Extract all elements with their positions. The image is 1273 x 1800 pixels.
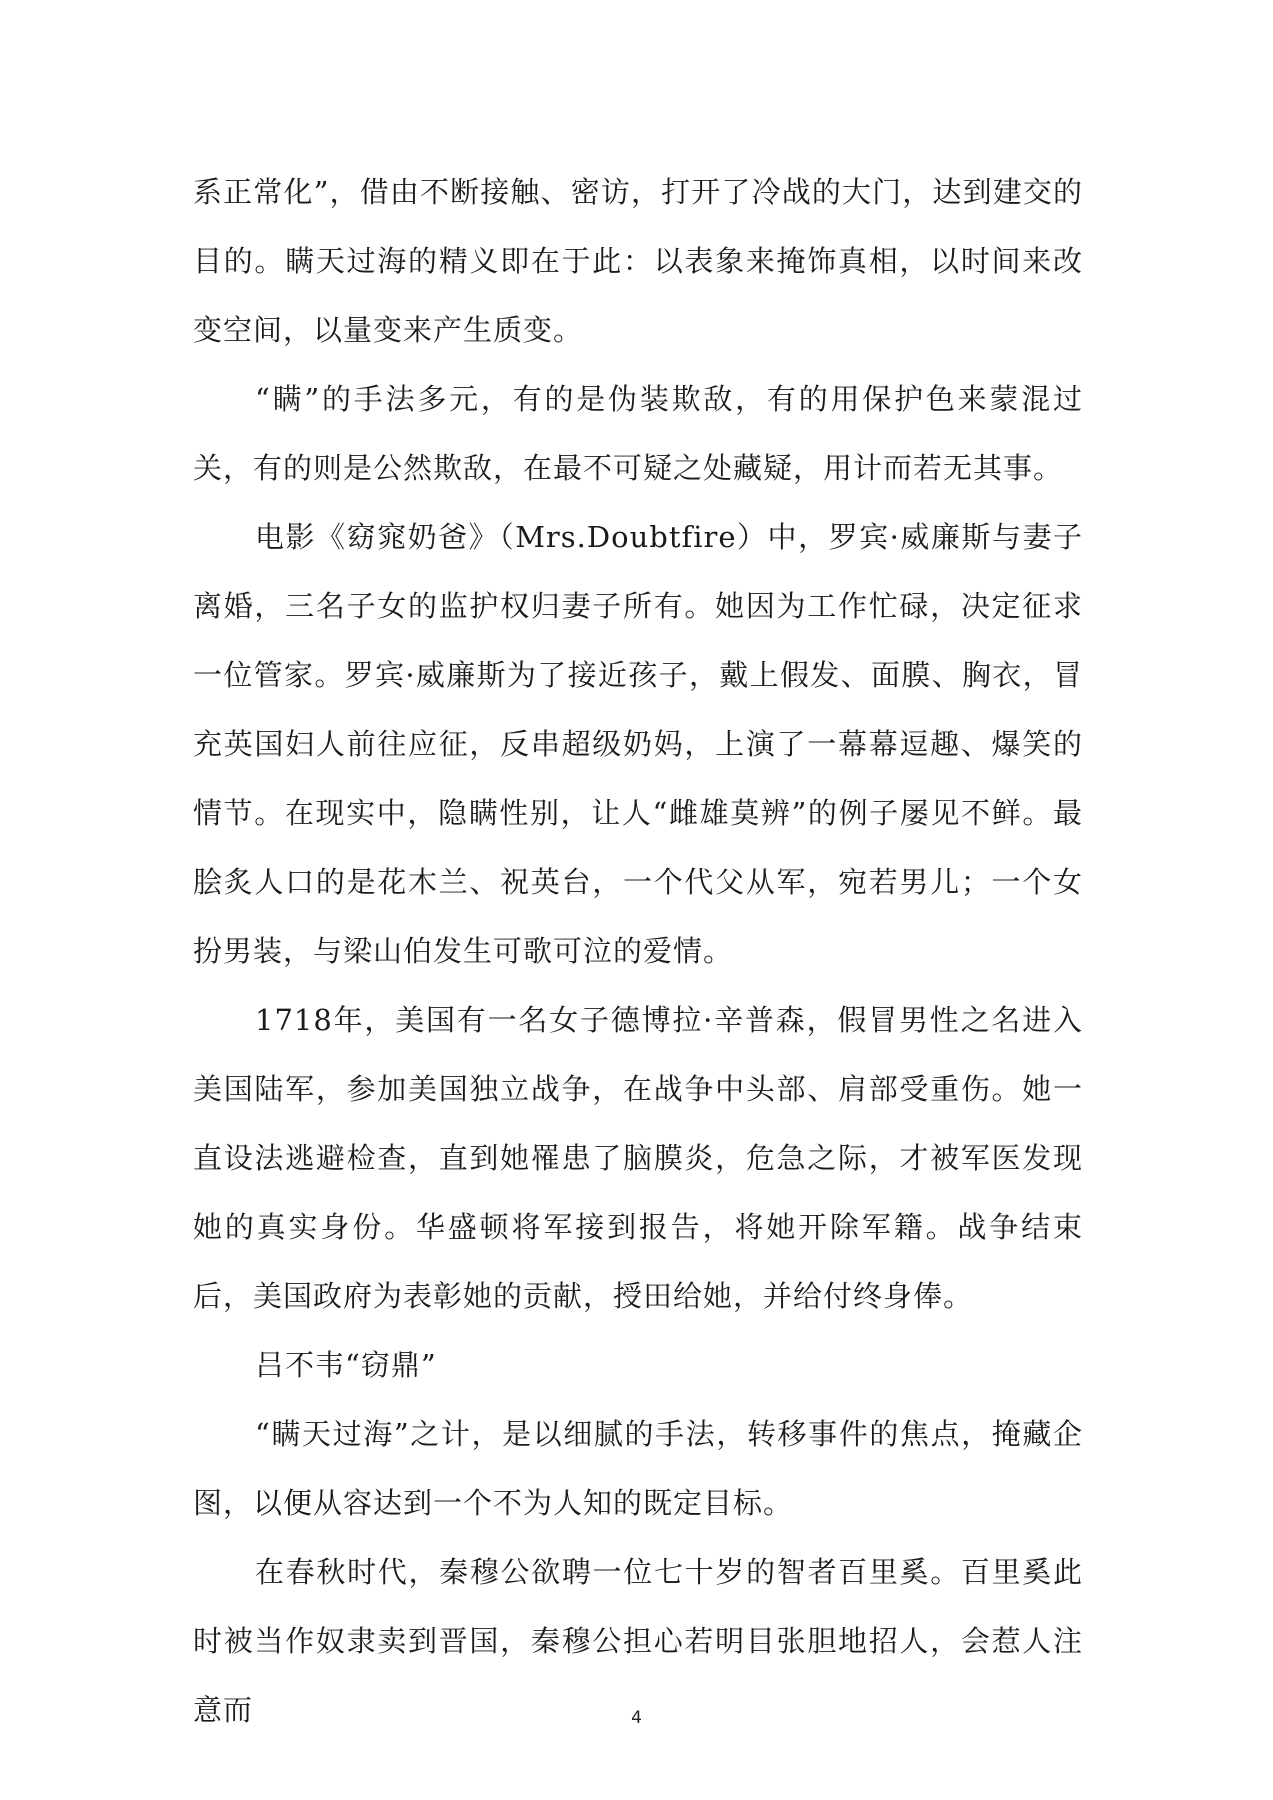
paragraph-continued: 系正常化”，借由不断接触、密访，打开了冷战的大门，达到建交的目的。瞒天过海的精义即在于此：以表象来掩饰真相，以时间来改变空间，以量变来产生质变。 — [193, 175, 1083, 347]
paragraph: 电影《窈窕奶爸》（Mrs.Doubtfire）中，罗宾·威廉斯与妻子离婚，三名子女的监护权归妻子所有。她因为工作忙碌，决定征求一位管家。罗宾·威廉斯为了接近孩子，戴上假发、面膜、胸衣，冒充英国妇人前往应征，反串超级奶妈，上演了一幕幕逗趣、爆笑的情节。在现实中，隐瞒性别，让人“雌雄莫辨”的例子屡见不鲜。最脍炙人口的是花木兰、祝英台，一个代父从军，宛若男儿；一个女扮男装，与梁山伯发生可歌可泣的爱情。 — [193, 520, 1083, 968]
paragraph: “瞒天过海”之计，是以细腻的手法，转移事件的焦点，掩藏企图，以便从容达到一个不为人知的既定目标。 — [193, 1417, 1083, 1520]
paragraph: “瞒”的手法多元，有的是伪装欺敌，有的用保护色来蒙混过关，有的则是公然欺敌，在最不可疑之处藏疑，用计而若无其事。 — [193, 382, 1083, 485]
paragraph: 1718年，美国有一名女子德博拉·辛普森，假冒男性之名进入美国陆军，参加美国独立战争，在战争中头部、肩部受重伤。她一直设法逃避检查，直到她罹患了脑膜炎，危急之际，才被军医发现她的真实身份。华盛顿将军接到报告，将她开除军籍。战争结束后，美国政府为表彰她的贡献，授田给她，并给付终身俸。 — [193, 1003, 1083, 1313]
page-number: 4 — [631, 1708, 642, 1728]
paragraph: 在春秋时代，秦穆公欲聘一位七十岁的智者百里奚。百里奚此时被当作奴隶卖到晋国，秦穆公担心若明目张胆地招人，会惹人注意而 — [193, 1555, 1083, 1727]
body-text — [193, 158, 1083, 1745]
section-heading: 吕不韦“窃鼎” — [255, 1348, 437, 1382]
